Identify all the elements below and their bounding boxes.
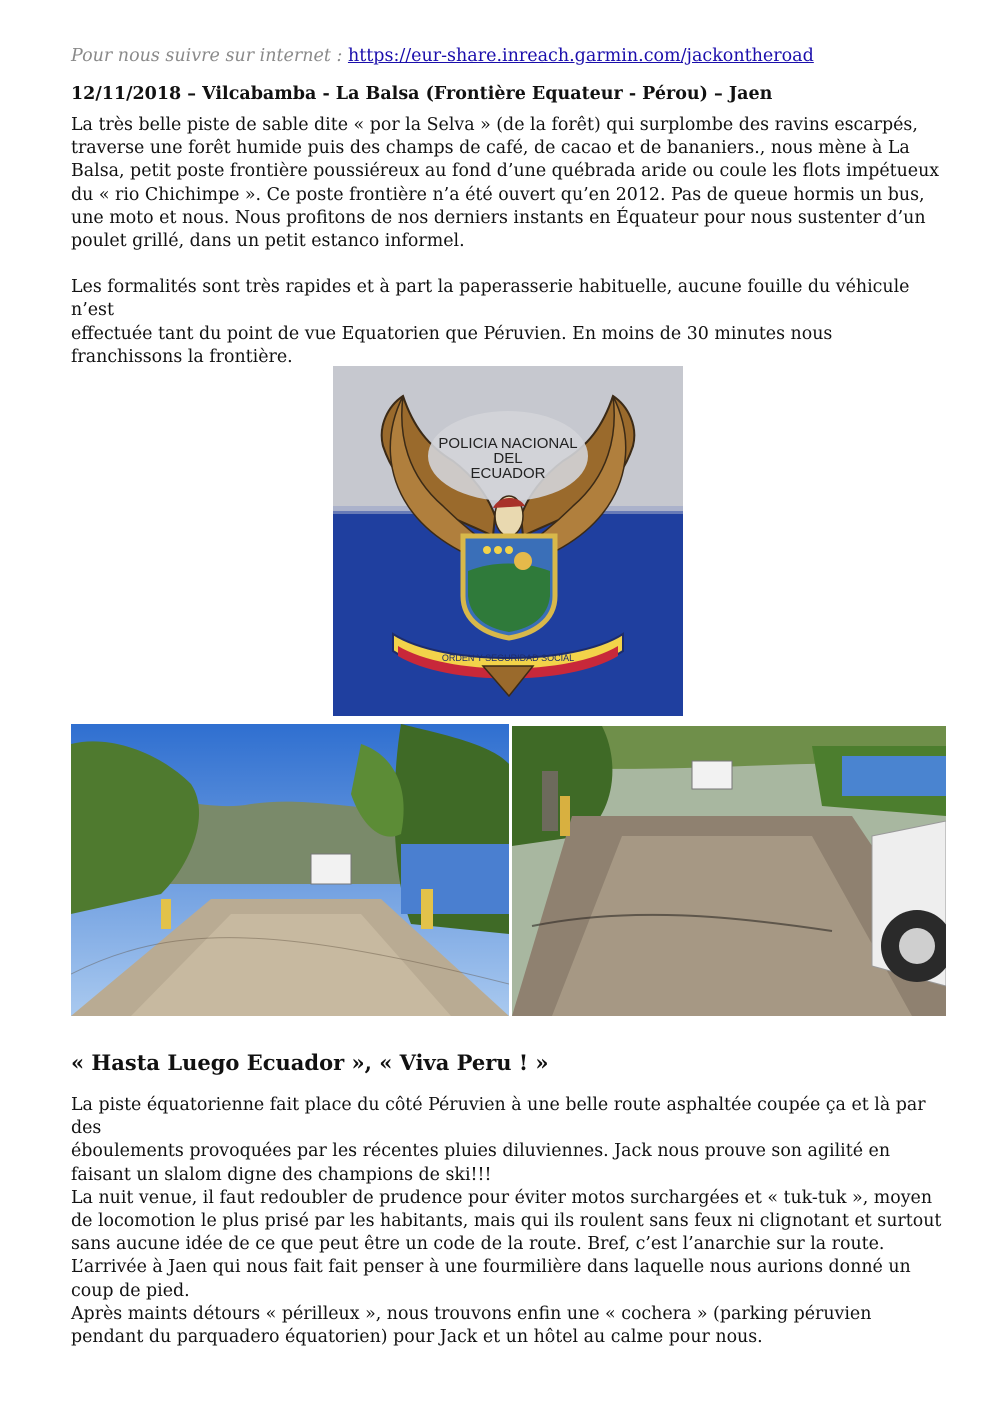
- text-line: faisant un slalom digne des champions de ski!!!: [71, 1164, 492, 1185]
- entry-title: 12/11/2018 – Vilcabamba - La Balsa (Frontière Equateur - Pérou) – Jaen: [71, 84, 773, 104]
- paragraph-3: [71, 1094, 947, 1349]
- text-line: coup de pied.: [71, 1280, 190, 1301]
- text-line: de locomotion le plus prisé par les habitants, mais qui ils roulent sans feux ni clignotant et surtout: [71, 1211, 942, 1232]
- text-line: La piste équatorienne fait place du côté Péruvien à une belle route asphaltée coupée ça et là par des: [71, 1095, 926, 1139]
- border-road-image-2: [512, 726, 946, 1016]
- text-line: pendant du parquadero équatorien) pour Jack et un hôtel au calme pour nous.: [71, 1327, 763, 1348]
- border-road-photo-1: [71, 724, 509, 1016]
- text-line: du « rio Chichimpe ». Ce poste frontière n’a été ouvert qu’en 2012. Pas de queue hormis un bus,: [71, 184, 925, 205]
- emblem-text-3: ECUADOR: [470, 465, 546, 482]
- text-line: Après maints détours « périlleux », nous trouvons enfin une « cochera » (parking péruvien: [71, 1303, 872, 1324]
- emblem-text-1: POLICIA NACIONAL: [438, 435, 578, 452]
- text-line: La nuit venue, il faut redoubler de prudence pour éviter motos surchargées et « tuk-tuk », moyen: [71, 1187, 933, 1208]
- text-line: franchissons la frontière.: [71, 346, 293, 367]
- follow-label: Pour nous suivre sur internet :: [71, 46, 348, 66]
- paragraph-2: [71, 276, 947, 369]
- text-line: sans aucune idée de ce que peut être un code de la route. Bref, c’est l’anarchie sur la route.: [71, 1234, 885, 1255]
- border-road-photo-2: [512, 726, 946, 1016]
- text-line: poulet grillé, dans un petit estanco informel.: [71, 231, 465, 252]
- emblem-text-2: DEL: [493, 450, 523, 467]
- text-line: Balsa, petit poste frontière poussiéreux au fond d’une québrada aride ou coule les flots impétueux: [71, 161, 940, 182]
- text-line: La très belle piste de sable dite « por la Selva » (de la forêt) qui surplombe des ravins escarpés,: [71, 115, 918, 135]
- page-content: [71, 44, 947, 369]
- tracking-link[interactable]: https://eur-share.inreach.garmin.com/jackontheroad: [347, 46, 814, 66]
- border-road-image-1: [71, 724, 509, 1016]
- text-line: traverse une forêt humide puis des champs de café, de cacao et de bananiers., nous mène à La: [71, 138, 910, 159]
- emblem-ribbon-text: ORDEN Y SEGURIDAD SOCIAL: [441, 653, 575, 663]
- paragraph-1: [71, 114, 947, 253]
- text-line: une moto et nous. Nous profitons de nos derniers instants en Équateur pour nous sustenter d’un: [71, 207, 926, 228]
- text-line: Les formalités sont très rapides et à part la paperasserie habituelle, aucune fouille du véhicule n’est: [71, 277, 910, 321]
- police-emblem-image: [333, 366, 683, 716]
- text-line: effectuée tant du point de vue Equatorien que Péruvien. En moins de 30 minutes nous: [71, 323, 833, 344]
- police-emblem-photo: [333, 366, 683, 716]
- follow-line: [71, 44, 947, 72]
- section-heading: « Hasta Luego Ecuador », « Viva Peru ! »: [71, 1050, 549, 1075]
- text-line: éboulements provoquées par les récentes pluies diluviennes. Jack nous prouve son agilité en: [71, 1141, 891, 1162]
- text-line: L’arrivée à Jaen qui nous fait fait penser à une fourmilière dans laquelle nous aurions donné un: [71, 1257, 911, 1278]
